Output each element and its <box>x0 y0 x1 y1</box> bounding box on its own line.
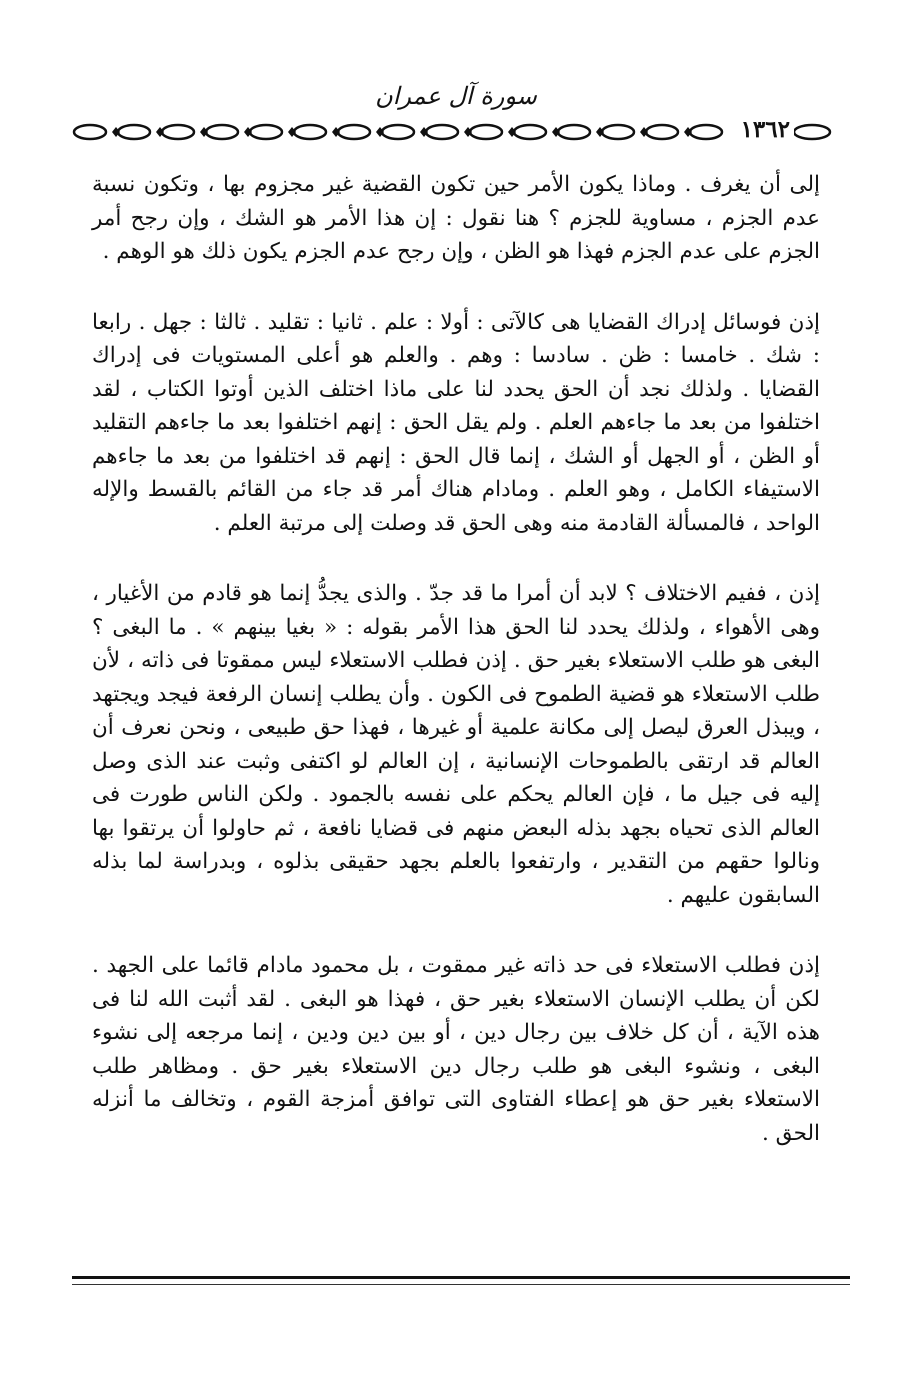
surah-title: سورة آل عمران <box>375 82 537 110</box>
paragraph-2: إذن فوسائل إدراك القضايا هى كالآتى : أولا : علم . ثانيا : تقليد . ثالثا : جهل . رابعا : شك . خامسا : ظن . سادسا : وهم . والعلم هو أعلى المستويات فى إدراك القضايا . ولذلك نجد أن الحق يحدد لنا على ماذا اختلف الذين أوتوا الكتاب ، لقد اختلفوا من بعد ما جاءهم العلم . ولم يقل الحق : إنهم اختلفوا بعد ما جاءهم التقليد أو الظن ، أو الجهل أو الشك ، إنما قال الحق : إنهم قد اختلفوا من بعد ما جاءهم الاستيفاء الكامل ، وهو العلم . ومادام هناك أمر قد جاء من القائم بالقسط والإله الواحد ، فالمسألة القادمة منه وهى الحق قد وصلت إلى مرتبة العلم . <box>92 309 820 536</box>
paragraph-4: إذن فطلب الاستعلاء فى حد ذاته غير ممقوت ، بل محمود مادام قائما على الجهد . لكن أن يطلب الإنسان الاستعلاء بغير حق ، فهذا هو البغى . لقد أثبت الله لنا فى هذه الآية ، أن كل خلاف بين رجال دين ، أو بين دين ودين ، إنما مرجعه إلى نشوء البغى ، ونشوء البغى هو طلب رجال دين الاستعلاء بغير حق . ومظاهر طلب الاستعلاء بغير حق هو إعطاء الفتاوى التى توافق أمزجة القوم ، وتخالف ما أنزله الحق . <box>92 953 820 1146</box>
paragraph-3: إذن ، ففيم الاختلاف ؟ لابد أن أمرا ما قد جدّ . والذى يجدُّ إنما هو قادم من الأغيار ، وهى الأهواء ، ولذلك يحدد لنا الحق هذا الأمر بقوله : « بغيا بينهم » . ما البغى ؟ البغى هو طلب الاستعلاء بغير حق . إذن فطلب الاستعلاء ليس ممقوتا فى ذاته ، لأن طلب الاستعلاء هو قضية الطموح فى الكون . وأن يطلب إنسان الرفعة فيجد ويجتهد ، ويبذل العرق ليصل إلى مكانة علمية أو غيرها ، فهذا حق طبيعى ، ونحن نعرف أن العالم قد ارتقى بالطموحات الإنسانية ، إن العالم لو اكتفى وثبت عند الذى وصل إليه فى جيل ما ، فإن العالم يحكم على نفسه بالجمود . ولكن الناس طورت فى العالم الذى تحياه بجهد بذله البعض منهم فى قضايا نافعة ، ثم حاولوا أن يرتقوا بها ونالوا حقهم من التقدير ، وارتفعوا بالعلم بجهد حقيقى بذلوه ، وبدراسة لما بذله السابقون عليهم . <box>92 581 820 908</box>
chain-ornament <box>72 118 840 146</box>
page-number: ١٣٦٢ <box>737 116 794 143</box>
header-ornament-band <box>72 118 840 146</box>
footer-rule <box>72 1276 850 1279</box>
body-text <box>92 168 820 1187</box>
paragraph-1: إلى أن يغرف . وماذا يكون الأمر حين تكون القضية غير مجزوم بها ، وتكون نسبة عدم الجزم ، مساوية للجزم ؟ هنا نقول : إن هذا الأمر هو الشك ، وإن رجح أمر الجزم على عدم الجزم فهذا هو الظن ، وإن رجح عدم الجزم يكون ذلك هو الوهم . <box>92 172 820 264</box>
footer-rule-thin <box>72 1284 850 1285</box>
